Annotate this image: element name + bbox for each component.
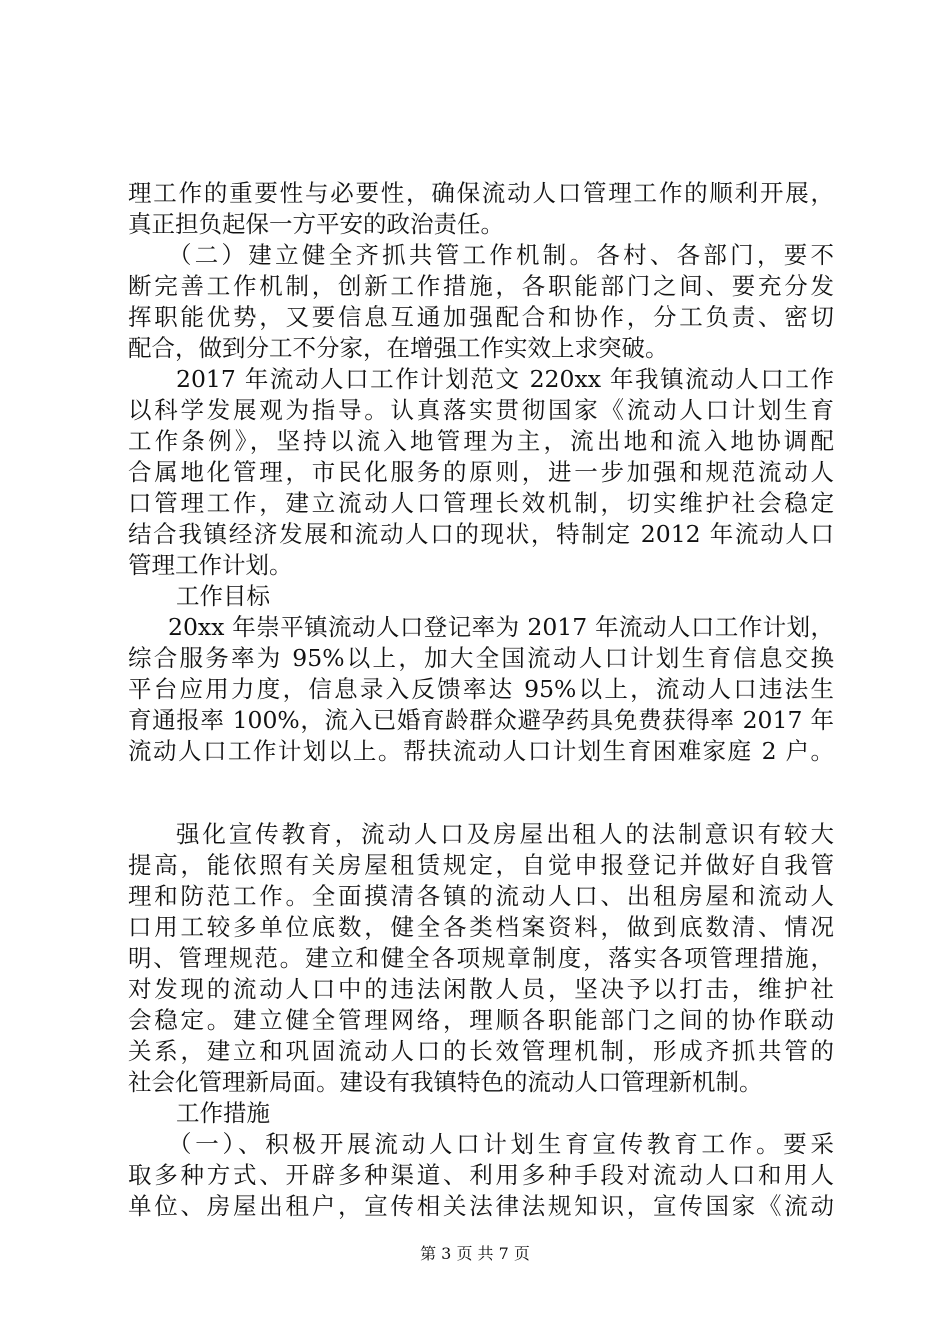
body-line: 平台应用力度，信息录入反馈率达 95%以上，流动人口违法生 xyxy=(128,675,834,703)
body-line: 管理工作计划。 xyxy=(128,551,293,579)
page-footer: 第 3 页 共 7 页 xyxy=(420,1244,530,1263)
body-line: 强化宣传教育，流动人口及房屋出租人的法制意识有较大 xyxy=(176,820,834,848)
body-line: 关系，建立和巩固流动人口的长效管理机制，形成齐抓共管的 xyxy=(128,1037,834,1065)
body-line: 提高，能依照有关房屋租赁规定，自觉申报登记并做好自我管 xyxy=(128,851,834,879)
body-line: 工作条例》，坚持以流入地管理为主，流出地和流入地协调配 xyxy=(128,427,834,455)
section-heading-measures: 工作措施 xyxy=(176,1099,270,1127)
body-line: 口管理工作，建立流动人口管理长效机制，切实维护社会稳定 xyxy=(128,489,834,517)
body-line: 理工作的重要性与必要性，确保流动人口管理工作的顺利开展， xyxy=(128,179,834,207)
body-line: 对发现的流动人口中的违法闲散人员，坚决予以打击，维护社 xyxy=(128,975,834,1003)
body-line: 合属地化管理，市民化服务的原则，进一步加强和规范流动人 xyxy=(128,458,834,486)
body-line: 育通报率 100%，流入已婚育龄群众避孕药具免费获得率 2017 年 xyxy=(128,706,834,734)
section-heading-goals: 工作目标 xyxy=(176,582,270,610)
section-heading-2: （二）建立健全齐抓共管工作机制。各村、各部门，要不 xyxy=(168,241,834,269)
body-line: 单位、房屋出租户，宣传相关法律法规知识，宣传国家《流动 xyxy=(128,1192,834,1220)
body-line: 挥职能优势，又要信息互通加强配合和协作，分工负责、密切 xyxy=(128,303,834,331)
body-line: 综合服务率为 95%以上，加大全国流动人口计划生育信息交换 xyxy=(128,644,834,672)
body-line: 明、管理规范。建立和健全各项规章制度，落实各项管理措施， xyxy=(128,944,834,972)
body-line: 配合，做到分工不分家，在增强工作实效上求突破。 xyxy=(128,334,669,362)
body-line: 理和防范工作。全面摸清各镇的流动人口、出租房屋和流动人 xyxy=(128,882,834,910)
body-line: 社会化管理新局面。建设有我镇特色的流动人口管理新机制。 xyxy=(128,1068,763,1096)
body-line: 取多种方式、开辟多种渠道、利用多种手段对流动人口和用人 xyxy=(128,1161,834,1189)
body-line: 真正担负起保一方平安的政治责任。 xyxy=(128,210,504,238)
body-line: 流动人口工作计划以上。帮扶流动人口计划生育困难家庭 2 户。 xyxy=(128,737,834,765)
body-line: 20xx 年崇平镇流动人口登记率为 2017 年流动人口工作计划， xyxy=(168,613,834,641)
body-line: 会稳定。建立健全管理网络，理顺各职能部门之间的协作联动 xyxy=(128,1006,834,1034)
body-line: （一）、积极开展流动人口计划生育宣传教育工作。要采 xyxy=(168,1130,834,1158)
paragraph-gap xyxy=(128,767,834,788)
body-line: 2017 年流动人口工作计划范文 220xx 年我镇流动人口工作 xyxy=(176,365,834,393)
body-line: 口用工较多单位底数，健全各类档案资料，做到底数清、情况 xyxy=(128,913,834,941)
body-line: 以科学发展观为指导。认真落实贯彻国家《流动人口计划生育 xyxy=(128,396,834,424)
body-line: 结合我镇经济发展和流动人口的现状，特制定 2012 年流动人口 xyxy=(128,520,834,548)
document-body xyxy=(128,178,834,1222)
body-line: 断完善工作机制，创新工作措施，各职能部门之间、要充分发 xyxy=(128,272,834,300)
paragraph-gap xyxy=(128,788,834,819)
